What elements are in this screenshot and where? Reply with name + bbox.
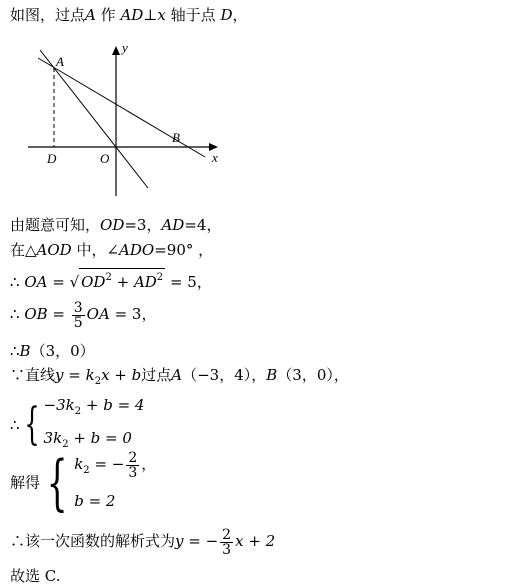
label-b: B: [172, 130, 180, 145]
solution-b: [74, 486, 156, 516]
line1-od: OD: [100, 216, 125, 234]
line3-plus: +: [111, 273, 134, 291]
because-text: ∵直线: [10, 366, 56, 384]
solution-line-2: [10, 241, 213, 259]
line3-result: = 5，: [165, 273, 212, 291]
intro-text: 如图，过点: [10, 6, 86, 24]
fraction-2-3: [220, 528, 233, 557]
b-eq: b = 2: [74, 492, 116, 510]
system-eq-1: [44, 392, 145, 425]
line6-a: A: [171, 366, 183, 384]
answer-text: 故选 C.: [10, 567, 61, 585]
eq2-b: + b = 0: [68, 429, 132, 447]
k-var: k: [74, 455, 84, 473]
line4-result: = 3，: [109, 305, 157, 323]
sqrt-body: [79, 268, 165, 291]
frac-den: 3: [222, 541, 232, 558]
y-axis-arrow: [112, 46, 120, 55]
intro-rest: 轴于点: [170, 6, 216, 24]
sqrt-sign: √: [69, 273, 80, 291]
frac-den: 5: [73, 314, 83, 331]
line2-tri: AOD: [36, 241, 72, 259]
solution-line-10: [10, 567, 60, 585]
line1-pre: 由题意可知，: [10, 216, 101, 234]
line6-b-coords: （3，0），: [277, 366, 349, 384]
line3-ad: AD: [133, 273, 157, 291]
line3-sq2: 2: [156, 272, 164, 283]
solution-line-5: [10, 342, 95, 360]
axis-var: x: [157, 6, 166, 24]
perp-symbol: ⊥: [143, 6, 158, 24]
therefore-symbol: ∴: [10, 342, 20, 360]
solution-system: [74, 449, 156, 516]
line4-eq: =: [47, 305, 70, 323]
line2-val: =90° ，: [154, 241, 214, 259]
frac-den: 3: [128, 464, 138, 481]
label-y: y: [122, 40, 128, 55]
intro-end: ，: [232, 6, 248, 24]
line6-sub: 2: [94, 376, 102, 387]
therefore-symbol: ∴: [10, 416, 20, 434]
label-x: x: [212, 150, 218, 165]
therefore-symbol: ∴: [10, 305, 25, 323]
line2-angle: ADO: [119, 241, 155, 259]
line9-tail: x + 2: [235, 532, 276, 550]
line6-rest: x + b: [101, 366, 142, 384]
frac-num: 2: [222, 526, 232, 543]
line4-oa: OA: [86, 305, 110, 323]
line6-eq: y = k: [55, 366, 95, 384]
line6-b: B: [266, 366, 278, 384]
eq1-b: + b = 4: [81, 396, 145, 414]
solution-line-9: [10, 523, 275, 559]
line5-coords: （3，0）: [30, 342, 95, 360]
eq1-sub: 2: [74, 406, 82, 417]
solution-k: [74, 449, 156, 486]
line5-b: B: [19, 342, 31, 360]
k-eq: = −: [89, 455, 125, 473]
solution-line-8: [10, 447, 157, 518]
line2-mid: 中，∠: [71, 241, 120, 259]
fraction-3-5: [72, 301, 85, 330]
line9-pre: ∴该一次函数的解析式为: [10, 532, 176, 550]
line-oa: [40, 50, 148, 188]
point-d-label: D: [220, 6, 233, 24]
solution-line-6: [10, 366, 349, 391]
solution-line-7: [10, 392, 145, 450]
eq2-sub: 2: [62, 439, 69, 450]
line6-pass: 过点: [141, 366, 172, 384]
eq2-a: 3k: [43, 429, 63, 447]
k-comma: ，: [141, 455, 157, 473]
label-d: D: [47, 151, 57, 166]
line1-od-val: =3，: [124, 216, 162, 234]
eq1-a: −3k: [43, 396, 75, 414]
solve-label: 解得: [10, 473, 41, 492]
line3-od: OD: [81, 273, 106, 291]
left-brace: {: [46, 447, 68, 518]
therefore-symbol: ∴: [10, 273, 25, 291]
label-a: A: [56, 54, 64, 69]
solution-line-1: [10, 216, 221, 234]
line2-pre: 在△: [10, 241, 37, 259]
k-sub: 2: [83, 465, 90, 476]
segment-ad: AD: [120, 6, 144, 24]
frac-num: 3: [73, 299, 83, 316]
intro-line: [10, 6, 248, 24]
solution-line-4: [10, 297, 156, 331]
line3-eq: =: [47, 273, 70, 291]
line1-ad: AD: [161, 216, 185, 234]
coordinate-figure: [0, 30, 514, 230]
intro-verb: 作: [100, 6, 116, 24]
line3-sq1: 2: [105, 272, 112, 283]
solution-line-3: [10, 268, 212, 291]
point-a-label: A: [85, 6, 96, 24]
frac-num: 2: [128, 449, 138, 466]
line9-yeq: y = −: [175, 532, 219, 550]
line4-ob: OB: [24, 305, 48, 323]
line1-ad-val: =4，: [184, 216, 222, 234]
fraction-2-3: [126, 451, 139, 480]
line6-a-coords: （−3，4），: [182, 366, 267, 384]
line3-oa: OA: [24, 273, 48, 291]
label-o: O: [100, 151, 110, 166]
left-brace: {: [23, 399, 40, 450]
